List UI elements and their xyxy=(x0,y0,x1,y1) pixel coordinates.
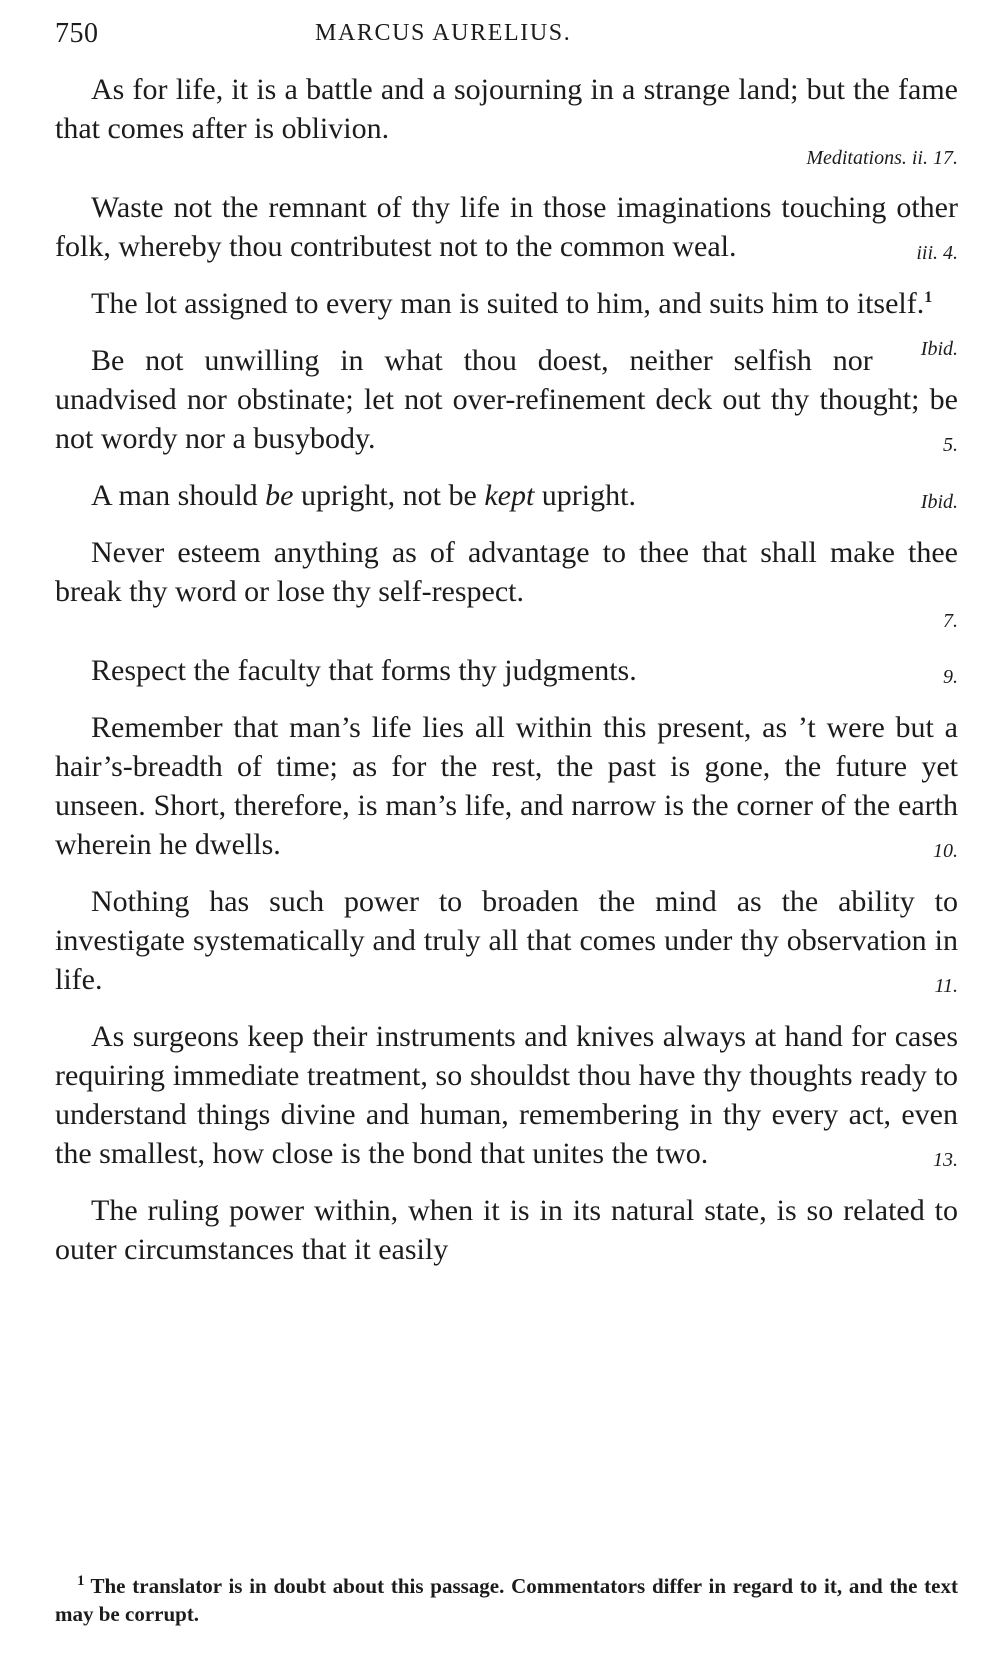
quote-9 xyxy=(55,882,958,999)
quote-citation: 7. xyxy=(943,610,958,632)
page-body xyxy=(55,70,958,1269)
quote-text-after: upright. xyxy=(534,479,636,512)
quote-text: Never esteem anything as of advantage to thee that shall make thee break thy word or lose thy self-respect. xyxy=(55,536,958,608)
quote-text: Waste not the remnant of thy life in those imaginations touching other folk, whereby thou contributest not to the common weal. xyxy=(55,191,958,263)
quote-citation: 9. xyxy=(943,666,958,688)
footnote xyxy=(55,1572,958,1628)
quote-citation: 13. xyxy=(933,1149,958,1171)
quote-text-before: A man should xyxy=(91,479,266,512)
quote-text: Nothing has such power to broaden the mind as the ability to investigate systematically and truly all that comes under thy observation in life. xyxy=(55,885,958,996)
page-number: 750 xyxy=(55,18,99,49)
quote-citation: Ibid. xyxy=(920,338,958,360)
quote-text: Be not unwilling in what thou doest, neither selfish nor unadvised nor obstinate; let not over-refinement deck out thy thought; be not wordy nor a busybody. xyxy=(55,344,958,455)
quote-8 xyxy=(55,708,958,864)
quote-2 xyxy=(55,188,958,266)
quote-5 xyxy=(55,476,958,515)
quote-emphasis: be xyxy=(265,479,294,512)
quote-citation: iii. 4. xyxy=(916,242,958,264)
quote-4 xyxy=(55,341,958,458)
page-header xyxy=(55,18,958,70)
quote-citation: 11. xyxy=(934,975,958,997)
running-title: MARCUS AURELIUS. xyxy=(315,20,572,46)
quote-text: As for life, it is a battle and a sojourning in a strange land; but the fame that comes after is oblivion. xyxy=(55,73,958,145)
quote-6 xyxy=(55,533,958,633)
quote-citation: Ibid. xyxy=(920,491,958,513)
quote-text-middle: upright, not be xyxy=(293,479,485,512)
quote-3 xyxy=(55,284,958,360)
quote-emphasis: kept xyxy=(484,479,535,512)
footnote-number: 1 xyxy=(77,1573,85,1589)
footnote-area xyxy=(55,1572,958,1628)
quote-text: Respect the faculty that forms thy judgments. xyxy=(91,654,637,687)
footnote-marker: 1 xyxy=(924,289,933,306)
quote-text: Remember that man’s life lies all within this present, as ’t were but a hair’s-breadth of time; as for the rest, the past is gone, the future yet unseen. Short, therefore, is man’s life, and narrow is the corner of the earth wherein he dwells. xyxy=(55,711,958,861)
quote-10 xyxy=(55,1017,958,1173)
quote-text: The ruling power within, when it is in its natural state, is so related to outer circumstances that it easily xyxy=(55,1194,958,1266)
quote-citation: 5. xyxy=(943,434,958,456)
footnote-text: The translator is in doubt about this passage. Commentators differ in regard to it, and the text may be corrupt. xyxy=(55,1574,958,1626)
quote-citation: Meditations. ii. 17. xyxy=(806,147,958,169)
quote-text: As surgeons keep their instruments and knives always at hand for cases requiring immediate treatment, so shouldst thou have thy thoughts ready to understand things divine and human, remembering in thy every act, even the smallest, how close is the bond that unites the two. xyxy=(55,1020,958,1170)
quote-7 xyxy=(55,651,958,690)
quote-text: The lot assigned to every man is suited to him, and suits him to itself. xyxy=(91,287,925,320)
quote-citation: 10. xyxy=(933,840,958,862)
quote-11 xyxy=(55,1191,958,1269)
quote-1 xyxy=(55,70,958,170)
